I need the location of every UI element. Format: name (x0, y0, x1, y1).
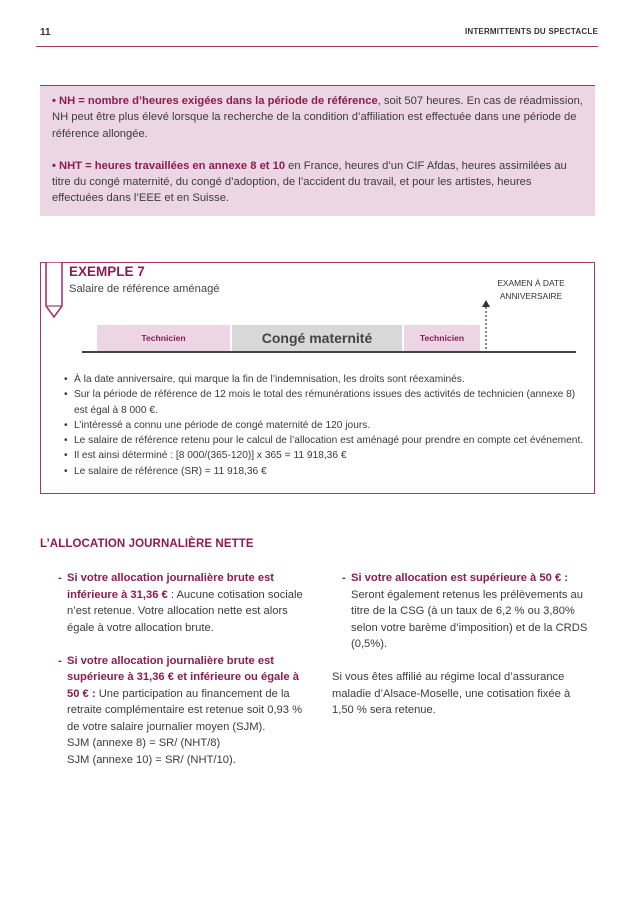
allocation-left-column (58, 570, 308, 768)
section-title: L’ALLOCATION JOURNALIÈRE NETTE (40, 538, 254, 550)
list-item: • Sur la période de référence de 12 mois le total des rémunérations issues des activités de technicien (annexe 8) est égal à 8 000 €. (64, 387, 584, 418)
nht-term: • NHT = heures travaillées en annexe 8 et 10 (52, 159, 286, 172)
up-arrow-icon (481, 300, 491, 353)
list-item: • À la date anniversaire, qui marque la fin de l’indemnisation, les droits sont réexaminés. (64, 372, 584, 387)
dash-marker: - (58, 654, 62, 667)
page-number: 11 (40, 27, 51, 38)
header-rule (36, 46, 598, 47)
dash-marker: - (342, 572, 346, 584)
alsace-moselle-note: Si vous êtes affilié au régime local d’assurance maladie d’Alsace-Moselle, une cotisation fixée à 1,50 % sera retenue. (332, 671, 571, 716)
list-item: • Le salaire de référence (SR) = 11 918,36 € (64, 464, 584, 479)
timeline-segment-technicien-2: Technicien (404, 325, 480, 351)
timeline-axis (82, 351, 576, 353)
nht-definition (52, 158, 583, 207)
dash-marker: - (58, 572, 62, 584)
sjm-formula-annexe-10: SJM (annexe 10) = SR/ (NHT/10). (67, 753, 236, 766)
exam-label-line-1: EXAMEN À DATE (497, 278, 565, 288)
list-item: • Le salaire de référence retenu pour le calcul de l’allocation est aménagé pour prendre en compte cet événement. (64, 433, 584, 448)
nh-definition (52, 93, 583, 142)
example-subtitle: Salaire de référence aménagé (69, 283, 220, 295)
definitions-box (40, 85, 595, 216)
timeline-segment-technicien-1: Technicien (97, 325, 230, 351)
timeline-segment-conge-maternite: Congé maternité (232, 325, 402, 351)
nh-term: • NH = nombre d’heures exigées dans la période de référence (52, 95, 378, 107)
exam-date-label (478, 277, 584, 303)
case-text: Seront également retenus les prélèvements au titre de la CSG (à un taux de 6,2 % ou 3,80% selon votre barème d’imposition) et de la CRDS (0,5%). (351, 588, 588, 650)
allocation-case-above-threshold (342, 570, 594, 653)
pencil-icon (43, 262, 65, 318)
allocation-case-mid-threshold (58, 653, 308, 769)
example-title: EXEMPLE 7 (69, 264, 145, 279)
case-condition: Si votre allocation journalière brute est supérieure à 31,36 € et inférieure ou égale à 50 € : (67, 654, 299, 700)
nht-explanation: en France, heures d’un CIF Afdas, heures assimilées au titre du congé maternité, du congé d’adoption, de l’accident du travail, et pour les artistes, heures effectuées dans l’EEE et en Suisse. (52, 159, 567, 205)
allocation-case-below-threshold (58, 570, 308, 636)
case-condition: Si votre allocation est supérieure à 50 € : (351, 572, 568, 584)
allocation-right-column (332, 570, 594, 719)
case-text: Une participation au financement de la retraite complémentaire est retenue soit 0,93 % de votre salaire journalier moyen (SJM). (67, 687, 303, 733)
exam-label-line-2: ANNIVERSAIRE (499, 291, 563, 301)
example-bullets (64, 372, 584, 479)
case-condition: Si votre allocation journalière brute est inférieure à 31,36 € (67, 572, 275, 601)
nh-explanation: , soit 507 heures. En cas de réadmission, NH peut être plus élevé lorsque la recherche de la condition d’affiliation est effectuée dans une période de référence allongée. (52, 95, 583, 140)
running-title: INTERMITTENTS DU SPECTACLE (464, 27, 598, 36)
sjm-formula-annexe-8: SJM (annexe 8) = SR/ (NHT/8) (67, 737, 221, 749)
list-item: • Il est ainsi déterminé : [8 000/(365-120)] x 365 = 11 918,36 € (64, 448, 584, 463)
list-item: • L’intéressé a connu une période de congé maternité de 120 jours. (64, 418, 584, 433)
case-text: : Aucune cotisation sociale n’est retenue. Votre allocation nette est alors égale à votre allocation brute. (67, 588, 303, 634)
